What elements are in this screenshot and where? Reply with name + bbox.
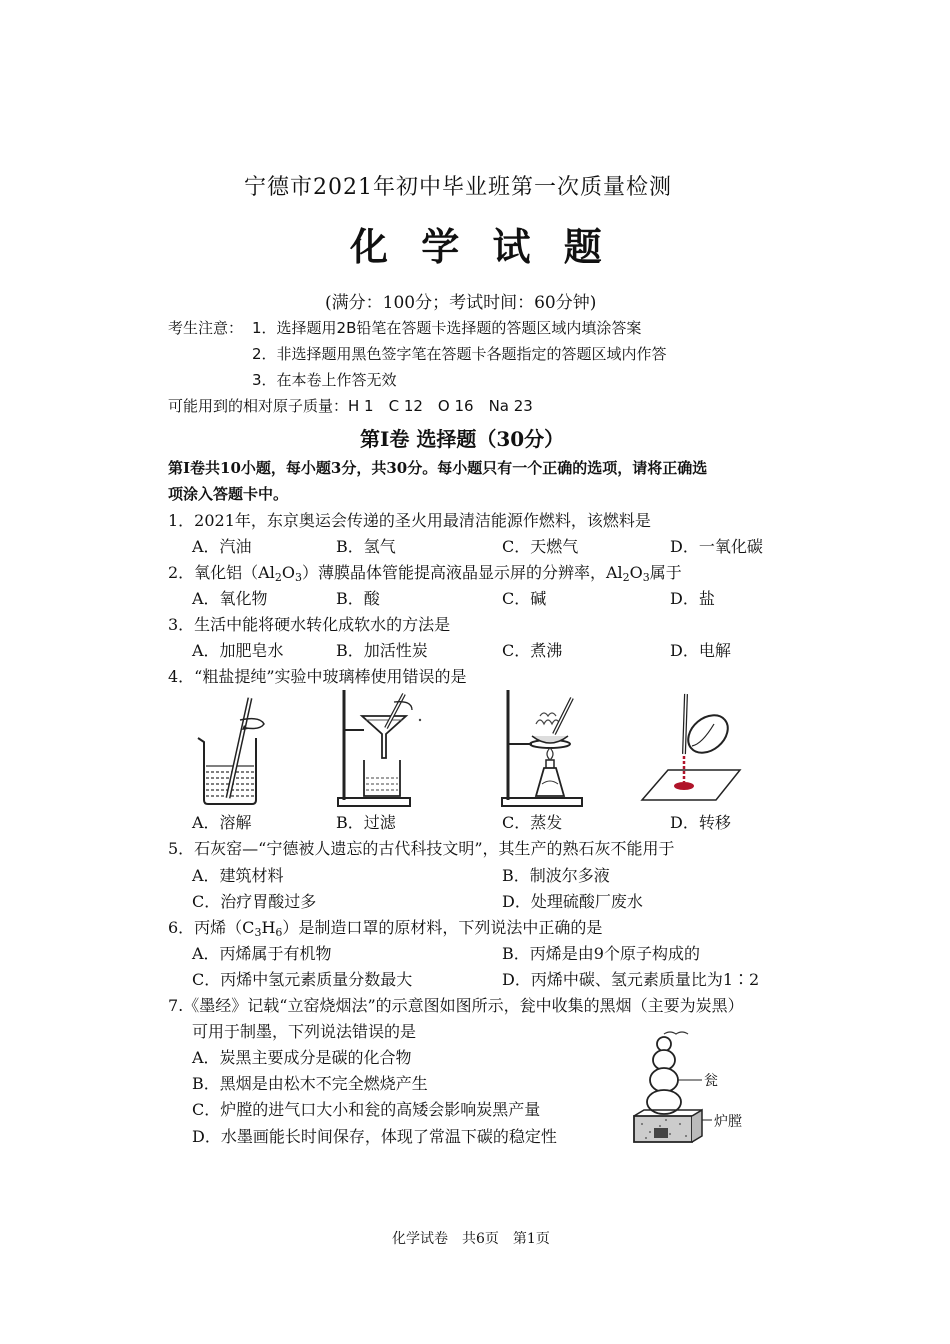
q4-stem: 4．“粗盐提纯”实验中玻璃棒使用错误的是 [168, 667, 467, 686]
dissolve-apparatus-figure [190, 690, 280, 810]
q4-option-a: A．溶解 [192, 813, 252, 832]
q6-option-b: B．丙烯是由9个原子构成的 [502, 944, 700, 963]
q3-option-c: C．煮沸 [502, 641, 563, 660]
q6-option-a: A．丙烯属于有机物 [192, 944, 332, 963]
note-item-2: 2．非选择题用黑色签字笔在答题卡各题指定的答题区域内作答 [252, 345, 667, 363]
q6-option-c: C．丙烯中氢元素质量分数最大 [192, 970, 413, 989]
evaporation-apparatus-figure [500, 688, 590, 808]
transfer-apparatus-figure [640, 688, 750, 808]
q5-option-d: D．处理硫酸厂废水 [502, 892, 643, 911]
q3-option-a: A．加肥皂水 [192, 641, 284, 660]
notes-label: 考生注意： [168, 319, 244, 337]
q3-option-b: B．加活性炭 [336, 641, 428, 660]
q5-option-b: B．制波尔多液 [502, 866, 610, 885]
q7-stem-1: 7.《墨经》记载“立窑烧烟法”的示意图如图所示，瓮中收集的黑烟（主要为炭黑） [168, 996, 744, 1015]
section-title: 第Ⅰ卷 选择题（30分） [360, 427, 565, 451]
section-instruction-1: 第Ⅰ卷共10小题，每小题3分，共30分。每小题只有一个正确的选项，请将正确选 [168, 459, 708, 477]
q7-option-c: C．炉膛的进气口大小和瓮的高矮会影响炭黑产量 [192, 1100, 541, 1119]
q1-option-c: C．天燃气 [502, 537, 579, 556]
q3-stem: 3．生活中能将硬水转化成软水的方法是 [168, 615, 451, 634]
exam-info: (满分：100分；考试时间：60分钟) [325, 293, 597, 313]
q2-option-a: A．氧化物 [192, 589, 268, 608]
q7-option-d: D．水墨画能长时间保存，体现了常温下碳的稳定性 [192, 1127, 557, 1146]
q3-option-d: D．电解 [670, 641, 731, 660]
q7-option-a: A．炭黑主要成分是碳的化合物 [192, 1048, 412, 1067]
q2-stem: 2．氧化铝$(Al_2O_3)$薄膜晶体管能提高液晶显示屏的分辨率，$Al_2O_3$属于 [168, 563, 682, 584]
q2-option-b: B．酸 [336, 589, 380, 608]
q7-stem-2: 可用于制墨，下列说法错误的是 [192, 1022, 417, 1041]
q1-stem: 1．2021年，东京奥运会传递的圣火用最清洁能源作燃料，该燃料是 [168, 511, 651, 530]
urn-label: 瓮 [704, 1073, 718, 1089]
note-item-1: 1．选择题用2B铅笔在答题卡选择题的答题区域内填涂答案 [252, 319, 642, 337]
q5-stem: 5．石灰窑—“宁德被人遗忘的古代科技文明”，其生产的熟石灰不能用于 [168, 839, 675, 858]
furnace-label: 炉膛 [714, 1114, 742, 1130]
q2-option-d: D．盐 [670, 589, 715, 608]
q4-option-c: C．蒸发 [502, 813, 563, 832]
q4-option-d: D．转移 [670, 813, 731, 832]
q1-option-b: B．氢气 [336, 537, 396, 556]
note-item-3: 3．在本卷上作答无效 [252, 371, 397, 389]
q1-option-d: D．一氧化碳 [670, 537, 763, 556]
q6-stem: 6．丙烯$(C_3H_6)$是制造口罩的原材料，下列说法中正确的是 [168, 918, 603, 939]
filtration-apparatus-figure [336, 688, 426, 808]
q5-option-a: A．建筑材料 [192, 866, 284, 885]
q7-option-b: B．黑烟是由松木不完全燃烧产生 [192, 1074, 428, 1093]
atomic-mass-line: 可能用到的相对原子质量：H 1 C 12 O 16 Na 23 [168, 397, 533, 415]
q2-option-c: C．碱 [502, 589, 547, 608]
q4-option-b: B．过滤 [336, 813, 396, 832]
exam-subtitle: 宁德市2021年初中毕业班第一次质量检测 [244, 175, 672, 200]
page-footer: 化学试卷 共6页 第1页 [392, 1231, 550, 1247]
exam-title: 化 学 试 题 [350, 225, 612, 269]
q6-option-d: D．丙烯中碳、氢元素质量比为1∶2 [502, 970, 760, 989]
section-instruction-2: 项涂入答题卡中。 [168, 485, 289, 503]
q5-option-c: C．治疗胃酸过多 [192, 892, 317, 911]
q1-option-a: A．汽油 [192, 537, 252, 556]
